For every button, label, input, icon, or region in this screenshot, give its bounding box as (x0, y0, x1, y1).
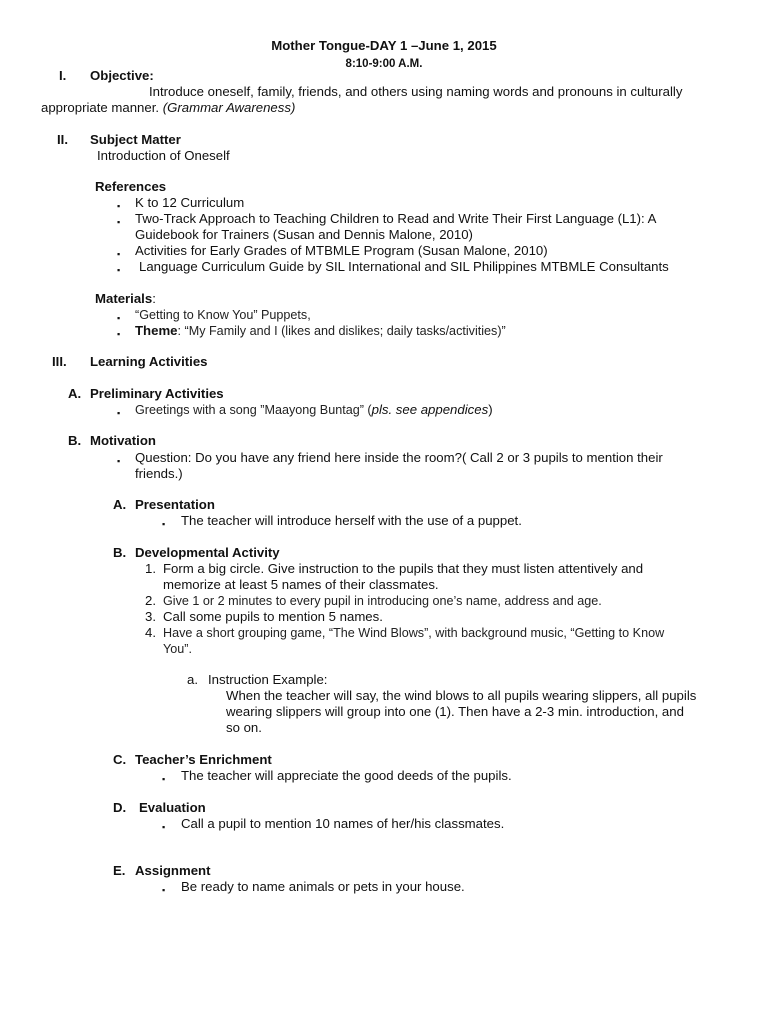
step-number: 1. (145, 561, 156, 576)
reference-item: Activities for Early Grades of MTBMLE Program (Susan Malone, 2010) (135, 243, 548, 258)
section-number-subject: II. (57, 132, 68, 147)
letter-b-developmental: B. (113, 545, 127, 560)
step-3: Call some pupils to mention 5 names. (163, 609, 383, 624)
step-1-line1: Form a big circle. Give instruction to the pupils that they must listen attentively and (163, 561, 644, 576)
evaluation-item: Call a pupil to mention 10 names of her/his classmates. (181, 816, 505, 831)
reference-item-continued: Guidebook for Trainers (Susan and Dennis Malone, 2010) (135, 227, 473, 242)
letter-b: B. (68, 433, 82, 448)
preliminary-item: Greetings with a song ”Maayong Buntag” (pls. see appendices) (135, 402, 493, 417)
instruction-example-line1: When the teacher will say, the wind blows to all pupils wearing slippers, all pupils (226, 688, 697, 703)
reference-item: Language Curriculum Guide by SIL International and SIL Philippines MTBMLE Consultants (139, 259, 669, 274)
letter-d: D. (113, 800, 127, 815)
bullet-icon: ▪ (117, 408, 121, 418)
step-number: 4. (145, 625, 156, 640)
assignment-heading: Assignment (135, 863, 211, 878)
materials-heading: Materials: (95, 291, 156, 306)
bullet-icon: ▪ (117, 313, 121, 323)
bullet-icon: ▪ (117, 201, 121, 211)
step-4-line1: Have a short grouping game, “The Wind Blows”, with background music, “Getting to Know (163, 626, 665, 640)
reference-item: Two-Track Approach to Teaching Children to Read and Write Their First Language (L1): A (135, 211, 657, 226)
reference-item: K to 12 Curriculum (135, 195, 245, 210)
section-number-learning: III. (52, 354, 67, 369)
letter-e: E. (113, 863, 126, 878)
objective-heading: Objective: (90, 68, 154, 83)
references-heading: References (95, 179, 167, 194)
letter-c: C. (113, 752, 127, 767)
subject-matter-heading: Subject Matter (90, 132, 181, 147)
bullet-icon: ▪ (117, 456, 121, 466)
section-number-objective: I. (59, 68, 67, 83)
objective-text-line1: Introduce oneself, family, friends, and others using naming words and pronouns in culturally (149, 84, 683, 99)
bullet-icon: ▪ (162, 885, 166, 895)
bullet-icon: ▪ (162, 822, 166, 832)
materials-item-theme: Theme: “My Family and I (likes and dislikes; daily tasks/activities)” (135, 323, 506, 338)
document-title: Mother Tongue-DAY 1 –June 1, 2015 (271, 38, 497, 53)
example-letter: a. (187, 672, 198, 687)
materials-item-puppets: “Getting to Know You” Puppets, (135, 308, 311, 322)
step-number: 3. (145, 609, 156, 624)
instruction-example-heading: Instruction Example: (208, 672, 328, 687)
motivation-heading: Motivation (90, 433, 156, 448)
bullet-icon: ▪ (117, 265, 121, 275)
time-range: 8:10-9:00 A.M. (345, 58, 423, 70)
preliminary-heading: Preliminary Activities (90, 386, 224, 401)
letter-a-presentation: A. (113, 497, 127, 512)
instruction-example-line3: so on. (226, 720, 262, 735)
step-number: 2. (145, 593, 156, 608)
instruction-example-line2: wearing slippers will group into one (1). Then have a 2-3 min. introduction, and (226, 704, 684, 719)
letter-a: A. (68, 386, 82, 401)
step-4-line2: You”. (163, 642, 192, 656)
bullet-icon: ▪ (117, 249, 121, 259)
learning-activities-heading: Learning Activities (90, 354, 208, 369)
assignment-item: Be ready to name animals or pets in your house. (181, 879, 465, 894)
motivation-question-line1: Question: Do you have any friend here inside the room?( Call 2 or 3 pupils to mention their (135, 450, 663, 465)
presentation-heading: Presentation (135, 497, 215, 512)
motivation-question-line2: friends.) (135, 466, 183, 481)
subject-matter-text: Introduction of Oneself (97, 148, 230, 163)
bullet-icon: ▪ (162, 519, 166, 529)
step-2: Give 1 or 2 minutes to every pupil in introducing one’s name, address and age. (163, 594, 602, 608)
step-1-line2: memorize at least 5 names of their classmates. (163, 577, 439, 592)
bullet-icon: ▪ (117, 329, 121, 339)
grammar-awareness-note: (Grammar Awareness) (162, 100, 296, 115)
evaluation-heading: Evaluation (139, 800, 206, 815)
bullet-icon: ▪ (117, 217, 121, 227)
developmental-heading: Developmental Activity (135, 545, 280, 560)
presentation-item: The teacher will introduce herself with the use of a puppet. (181, 513, 522, 528)
bullet-icon: ▪ (162, 774, 166, 784)
enrichment-heading: Teacher’s Enrichment (135, 752, 272, 767)
objective-text-line2: appropriate manner. (Grammar Awareness) (41, 100, 296, 115)
enrichment-item: The teacher will appreciate the good deeds of the pupils. (181, 768, 512, 783)
